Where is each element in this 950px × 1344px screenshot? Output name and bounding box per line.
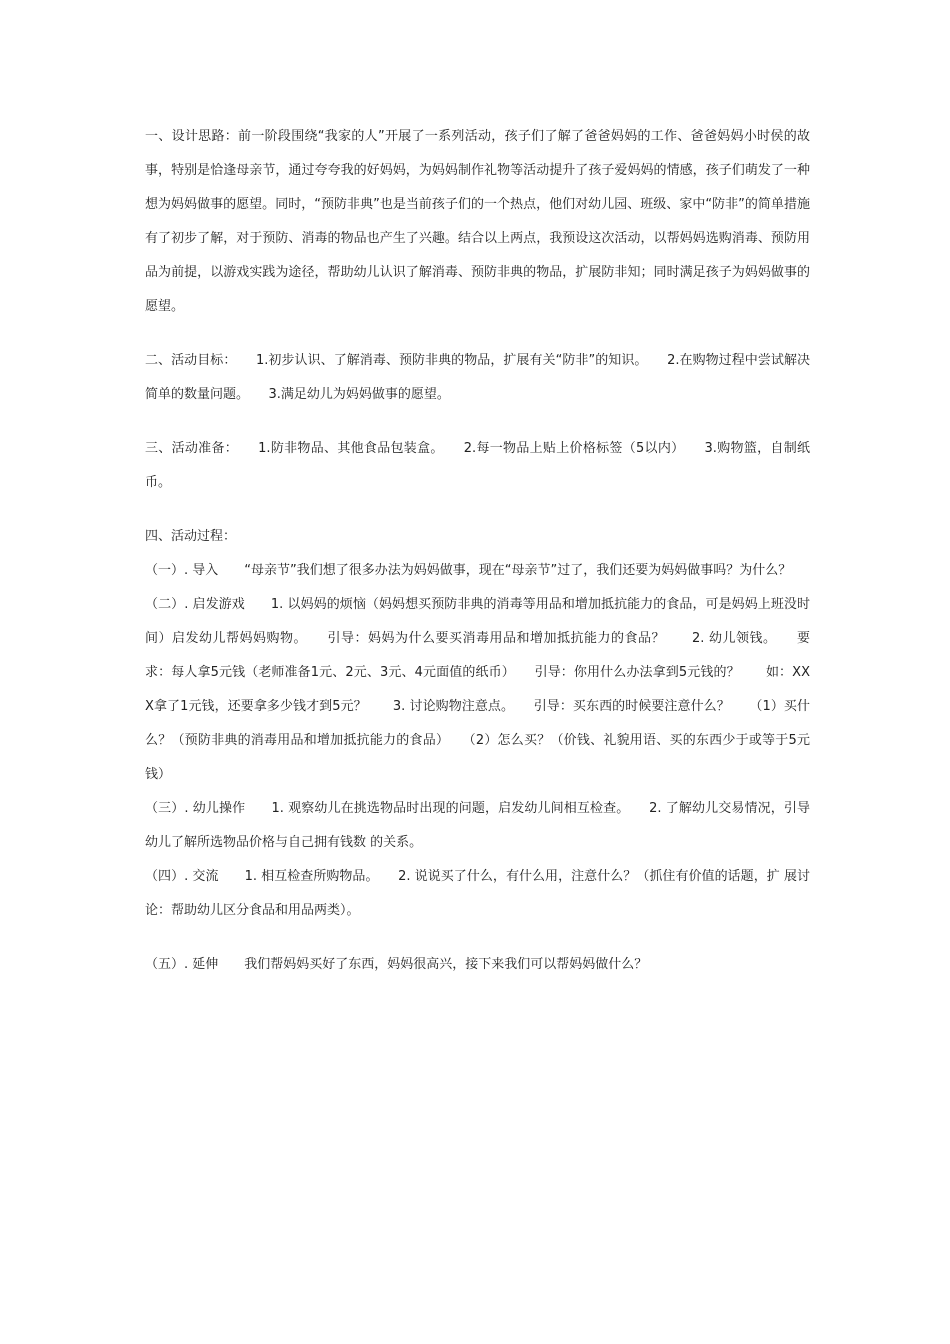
process-step-exchange: （四）. 交流 1. 相互检查所购物品。 2. 说说买了什么，有什么用，注意什么？（抓住有价值的话题，扩 展讨论：帮助幼儿区分食品和用品两类）。 <box>145 869 810 918</box>
process-step-intro: （一）. 导入 “母亲节”我们想了很多办法为妈妈做事，现在“母亲节”过了，我们还要为妈妈做事吗？为什么？ <box>145 563 792 578</box>
section-activity-preparation: 三、活动准备： 1.防非物品、其他食品包装盒。 2.每一物品上贴上价格标签（5以内） 3.购物篮，自制纸币。 <box>145 441 810 490</box>
section-design-idea: 一、设计思路：前一阶段围绕“我家的人”开展了一系列活动，孩子们了解了爸爸妈妈的工作、爸爸妈妈小时侯的故事，特别是恰逢母亲节，通过夸夸我的好妈妈，为妈妈制作礼物等活动提升了孩子爱妈妈的情感，孩子们萌发了一种想为妈妈做事的愿望。同时，“预防非典”也是当前孩子们的一个热点，他们对幼儿园、班级、家中“防非”的简单措施有了初步了解，对于预防、消毒的物品也产生了兴趣。结合以上两点，我预设这次活动，以帮妈妈选购消毒、预防用品为前提，以游戏实践为途径，帮助幼儿认识了解消毒、预防非典的物品，扩展防非知；同时满足孩子为妈妈做事的愿望。 <box>145 129 810 314</box>
section-activity-process-title: 四、活动过程： <box>145 529 237 544</box>
process-step-game: （二）. 启发游戏 1. 以妈妈的烦恼（妈妈想买预防非典的消毒等用品和增加抵抗能力的食品，可是妈妈上班没时间）启发幼儿帮妈妈购物。 引导：妈妈为什么要买消毒用品和增加抵抗能力的食品？ 2. 幼儿领钱。 要求：每人拿5元钱（老师准备1元、2元、3元、4元面值的纸币） 引导：你用什么办法拿到5元钱的？ 如：XXX拿了1元钱，还要拿多少钱才到5元？ 3. 讨论购物注意点。 引导：买东西的时候要注意什么？ （1）买什么？（预防非典的消毒用品和增加抵抗能力的食品） （2）怎么买？（价钱、礼貌用语、买的东西少于或等于5元钱） <box>145 597 810 782</box>
section-activity-goals: 二、活动目标： 1.初步认识、了解消毒、预防非典的物品，扩展有关“防非”的知识。 2.在购物过程中尝试解决简单的数量问题。 3.满足幼儿为妈妈做事的愿望。 <box>145 353 810 402</box>
document-body <box>145 120 810 982</box>
process-step-operation: （三）. 幼儿操作 1. 观察幼儿在挑选物品时出现的问题，启发幼儿间相互检查。 2. 了解幼儿交易情况，引导幼儿了解所选物品价格与自己拥有钱数 的关系。 <box>145 801 810 850</box>
process-step-extension: （五）. 延伸 我们帮妈妈买好了东西，妈妈很高兴，接下来我们可以帮妈妈做什么？ <box>145 957 648 972</box>
